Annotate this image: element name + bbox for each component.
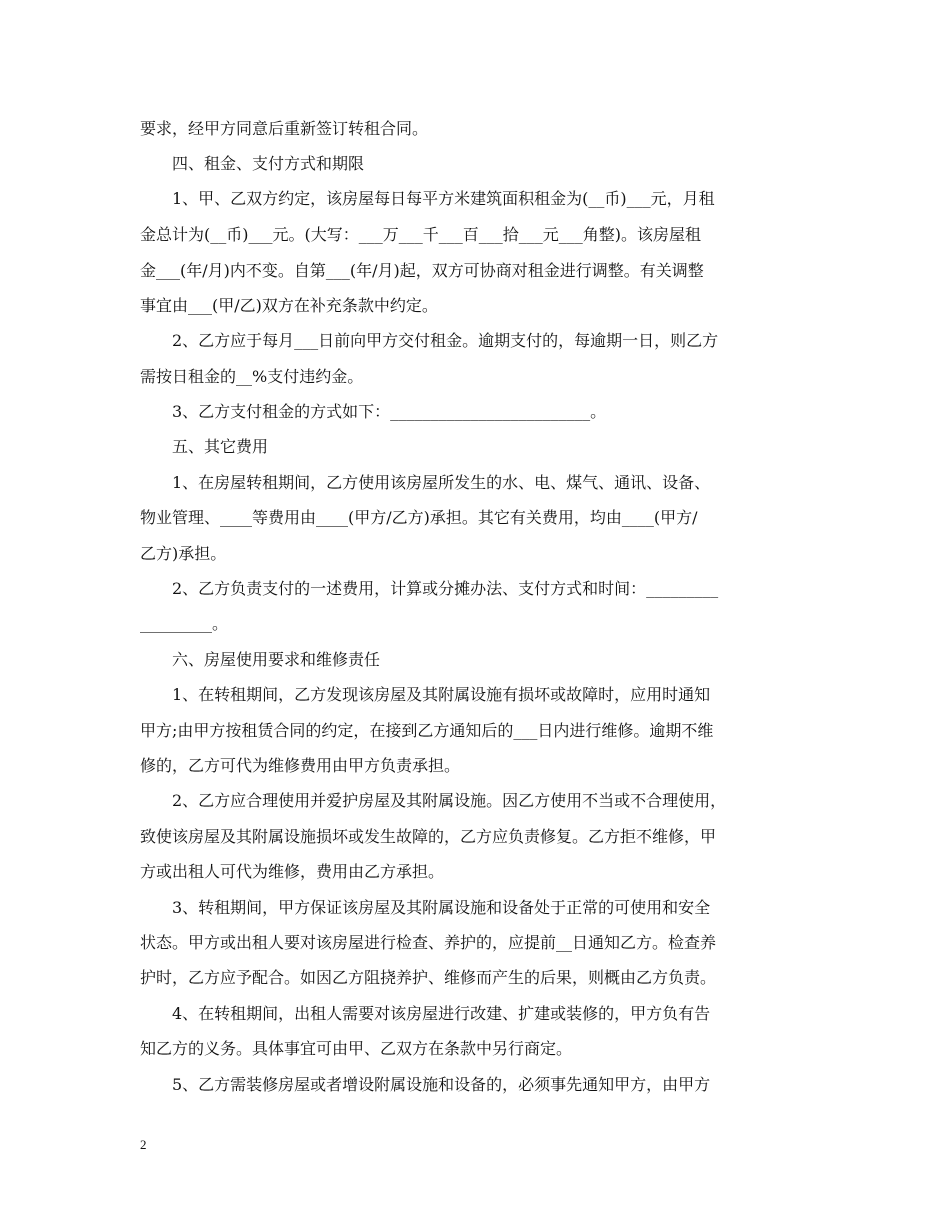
text-line: 5、乙方需装修房屋或者增设附属设施和设备的，必须事先通知甲方，由甲方	[172, 1075, 711, 1094]
text-line: _________。	[140, 614, 229, 633]
text-line: 金___(年/月)内不变。自第___(年/月)起，双方可协商对租金进行调整。有关调整	[140, 261, 704, 280]
text-line: 事宜由___(甲/乙)双方在补充条款中约定。	[140, 296, 438, 315]
text-line: 方或出租人可代为维修，费用由乙方承担。	[140, 862, 445, 881]
text-line: 要求，经甲方同意后重新签订转租合同。	[140, 119, 429, 138]
text-line: 知乙方的义务。具体事宜可由甲、乙双方在条款中另行商定。	[140, 1039, 573, 1058]
text-line: 1、甲、乙双方约定，该房屋每日每平方米建筑面积租金为(__币)___元，月租	[172, 189, 715, 208]
text-line: 修的，乙方可代为维修费用由甲方负责承担。	[140, 756, 461, 775]
section-heading: 四、租金、支付方式和期限	[172, 154, 365, 173]
text-line: 1、在转租期间，乙方发现该房屋及其附属设施有损坏或故障时，应用时通知	[172, 685, 711, 704]
text-line: 致使该房屋及其附属设施损坏或发生故障的，乙方应负责修复。乙方拒不维修，甲	[140, 827, 717, 846]
text-line: 需按日租金的__%支付违约金。	[140, 367, 364, 386]
text-line: 2、乙方负责支付的一述费用，计算或分摊办法、支付方式和时间：_________	[172, 579, 719, 598]
text-line: 2、乙方应合理使用并爱护房屋及其附属设施。因乙方使用不当或不合理使用，	[172, 791, 727, 810]
text-line: 金总计为(__币)___元。(大写：___万___千___百___拾___元___角整)。该房屋租	[140, 225, 701, 244]
page-number: 2	[140, 1137, 147, 1152]
text-line: 物业管理、____等费用由____(甲方/乙方)承担。其它有关费用，均由____(甲方/	[140, 508, 698, 527]
text-line: 状态。甲方或出租人要对该房屋进行检查、养护的，应提前__日通知乙方。检查养	[140, 933, 717, 952]
section-heading: 六、房屋使用要求和维修责任	[172, 650, 381, 669]
text-line: 2、乙方应于每月___日前向甲方交付租金。逾期支付的，每逾期一日，则乙方	[172, 331, 719, 350]
text-line: 甲方;由甲方按租赁合同的约定，在接到乙方通知后的___日内进行维修。逾期不维	[140, 721, 714, 740]
text-line: 3、转租期间，甲方保证该房屋及其附属设施和设备处于正常的可使用和安全	[172, 898, 711, 917]
section-heading: 五、其它费用	[172, 437, 269, 456]
text-line: 4、在转租期间，出租人需要对该房屋进行改建、扩建或装修的，甲方负有告	[172, 1004, 711, 1023]
text-line: 1、在房屋转租期间，乙方使用该房屋所发生的水、电、煤气、通讯、设备、	[172, 473, 711, 492]
text-line: 3、乙方支付租金的方式如下：_________________________。	[172, 402, 607, 421]
text-line: 乙方)承担。	[140, 544, 227, 563]
text-line: 护时，乙方应予配合。如因乙方阻挠养护、维修而产生的后果，则概由乙方负责。	[140, 968, 717, 987]
